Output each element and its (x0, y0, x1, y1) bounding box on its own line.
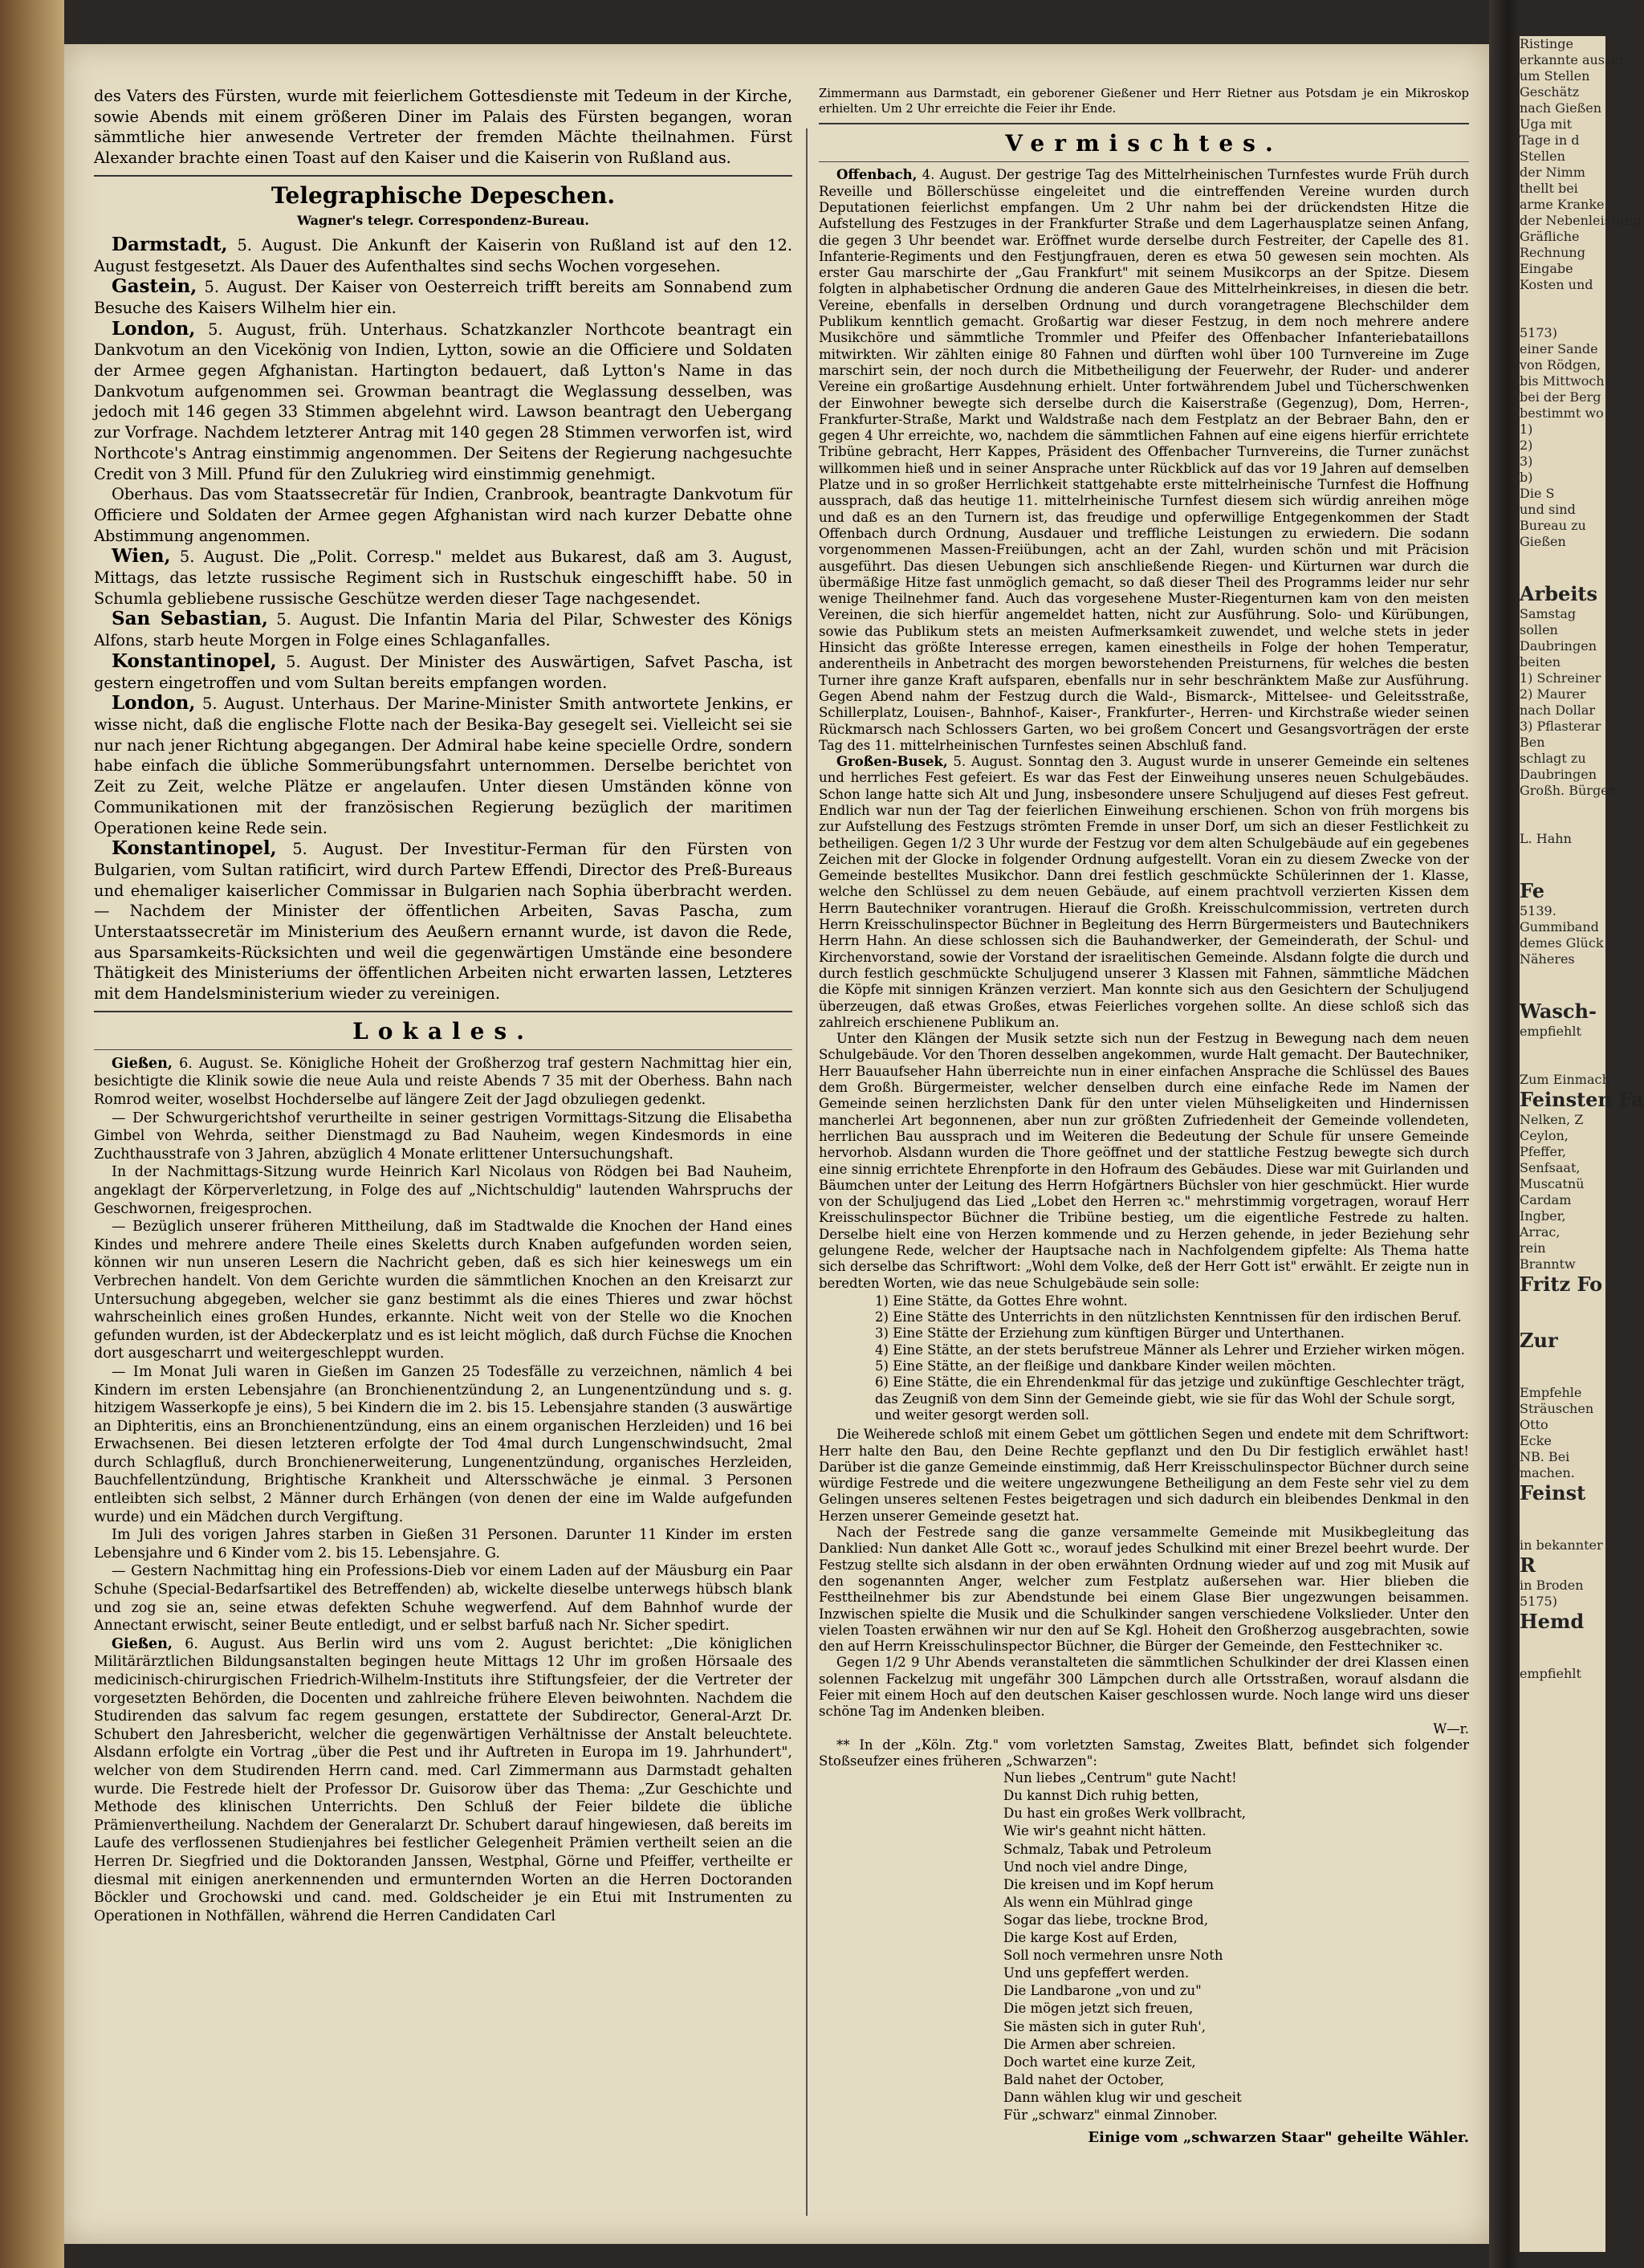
section-rule (819, 161, 1469, 162)
article-continuation (819, 1427, 1469, 1720)
fragment-line: 3) Pflasterar (1520, 719, 1601, 734)
fragment-line: Nelken, Z (1520, 1112, 1584, 1127)
fragment-line: Fe (1520, 879, 1544, 902)
poem-line: Als wenn ein Mühlrad ginge (1003, 1894, 1193, 1910)
koeln-intro: ** In der „Köln. Ztg." vom vorletzten Samstag, Zweites Blatt, befindet sich folgender Stoßseufzer eines früheren „Schwarzen": (819, 1737, 1469, 1769)
local-news-item (94, 1055, 792, 1110)
fragment-line: 5139. (1520, 903, 1557, 918)
article-lead: Konstantinopel, (112, 837, 277, 860)
fragment-line: Ristinge (1520, 36, 1573, 51)
article-text: 5. August. Unterhaus. Der Marine-Minister Smith antwortete Jenkins, er wisse nicht, daß die englische Flotte nach der Besika-Bay gesegelt sei. Vielleicht sei sie nur nach jener Richtung abgegangen. Der Admiral habe keine specielle Ordre, sondern habe einfach die übliche Sommerübungsfahrt unternommen. Derselbe berichtet von Zeit zu Zeit, welche Plätze er angelaufen. Unter diesen Umständen könne von Communikationen mit der französischen Regierung bezüglich der maritimen Operationen keine Rede sein. (94, 694, 792, 837)
fragment-line: Senfsaat, (1520, 1160, 1581, 1175)
fragment-line: Feinst (1520, 1481, 1586, 1505)
article-paragraph (819, 754, 1469, 1031)
fragment-line: empfiehlt (1520, 1666, 1581, 1681)
article-text: 5. August. Sonntag den 3. August wurde in unserer Gemeinde ein seltenes und herrliches Fest gefeiert. Es war das Fest der Einweihung unseres neuen Schulgebäudes. Schon lange hatte sich Alt und Jung, insbesondere unsere Schuljugend auf dieses Fest gefreut. Endlich war nun der Tag der feierlichen Einweihung erschienen. Schon von früh morgens bis zur Aufstellung des Festzugs strömten Fremde in unser Dorf, um sich an dieser Festlichkeit zu betheiligen. Gegen 1/2 3 Uhr wurde der Festzug vor dem alten Schulgebäude auf ein gegebenes Zeichen mit der Glocke in folgender Ordnung aufgestellt. Voran ein zu diesem Zwecke von der Gemeinde bestelltes Musikchor. Dann drei festlich geschmückte Schülerinnen der 1. Klasse, welche den Schlüssel zu dem neuen Gebäude, auf einem prachtvoll verzierten Kissen dem Herrn Bautechniker vorantrugen. Hierauf die Großh. Kreisschulcommission, vertreten durch Herrn Kreisschulinspector Büchner in Begleitung des Herrn Bürgermeisters und Bautechnikers Herrn Hahn. An diese schlossen sich die Bauhandwerker, der Gemeinderath, der Schul- und Kirchenvorstand, sowie der Vorstand der israelitischen Gemeinde. Alsdann folgte die durch und durch festlich geschmückte Schuljugend unserer 3 Klassen mit Fahnen, sämmtliche Mädchen die Köpfe mit sinnigen Kränzen verziert. Man konnte sich aus den Gesichtern der Schuljugend überzeugen, daß etwas Großes, etwas Feierliches vorgehen sollte. An diese schloß sich das zahlreich erschienene Publikum an. (819, 754, 1469, 1030)
poem-line: Bald nahet der October, (1003, 2071, 1165, 2087)
poem-line: Du hast ein großes Werk vollbracht, (1003, 1806, 1247, 1822)
fragment-line: Samstag (1520, 606, 1577, 621)
fragment-line: Rechnung (1520, 245, 1585, 260)
telegram-item (94, 838, 792, 1004)
telegraph-heading: Telegraphische Depeschen. (271, 181, 616, 209)
fragment-line: Wasch- (1520, 1000, 1597, 1023)
poem-line: Und noch viel andre Dinge, (1003, 1859, 1188, 1875)
book-edge (0, 0, 64, 2268)
fragment-line: Bureau zu (1520, 518, 1586, 533)
fragment-line: R (1520, 1553, 1536, 1577)
fragment-line: Gummiband (1520, 919, 1599, 934)
fragment-line: Näheres (1520, 951, 1575, 967)
article-text: 4. August. Der gestrige Tag des Mittelrheinischen Turnfestes wurde Früh durch Reveille und Böllerschüsse eingeleitet und die eintreffenden Vereine wurden durch Deputationen feierlichst empfangen. Um 2 Uhr nahm bei der drückendsten Hitze die Aufstellung des Festzuges in der Frankfurter Straße und dem Lagerhausplatze seinen Anfang, die gegen 3 Uhr beendet war. Eröffnet wurde derselbe durch Festreiter, der Capelle des 81. Infanterie-Regiments und den Festjungfrauen, deren es etwa 50 gewesen sein mochten. Als erster Gau marschirte der „Gau Frankfurt" mit seinem Musikcorps an der Spitze. Diesem folgten in alphabetischer Ordnung die anderen Gaue des Mittelrheinkreises, in diesen die betr. Vereine, ebenfalls in derselben Ordnung und durch vorangetragene Blechschilder dem Publikum kenntlich gemacht. Großartig war dieser Festzug, in dem noch mehrere andere Musikchöre und sämmtliche Trommler und Pfeifer des Offenbacher Infanteriebataillons mitwirkten. Wir zählten einige 80 Fahnen und dürften wohl über 100 Turnvereine im Zuge marschirt sein, der noch durch die Mitbetheiligung der Feuerwehr, der Ruder- und anderer Vereine ein großartige Ausdehnung erhielt. Unter fortwährendem Jubel und Tücherschwenken der Einwohner bewegte sich derselbe durch die Kaiserstraße (Gegenzug), Dom, Herren-, Frankfurter-Straße, Markt und Waldstraße nach dem Festplatz an der Bebraer Bahn, den er gegen 4 Uhr erreichte, wo, nachdem die sämmtlichen Fahnen auf eine eigens hierfür errichtete Tribüne gebracht, Herr Kappes, Präsident des Offenbacher Turnvereins, die Turner zunächst willkommen hieß und in seiner Ansprache unter Rückblick auf das vor 19 Jahren auf demselben Platze und in so großer Herrlichkeit stattgehabte erste mittelrheinische Turnfest die Hoffnung aussprach, daß das heutige 11. mittelrheinische Turnfest diesem sich würdig anreihen möge und daß es an den Turnern ist, das freudige und opferwillige Entgegenkommen der Stadt Offenbach durch Ordnung, Ausdauer und treffliche Leistungen zu erwiedern. Die sodann vorgenommenen Massen-Freiübungen, acht an der Zahl, wurden schön und mit Präcision ausgeführt. Das diesen Uebungen sich anschließende Riegen- und Kürturnen war durch die übermäßige Hitze fast unmöglich gemacht, so daß dieser Theil des Programms leider nur sehr wenige Theilnehmer fand. Auch das vorgesehene Muster-Riegenturnen kam von den meisten Vereinen, die sich hierfür angemeldet hatten, nicht zur Ausführung. Solo- und Kürübungen, sowie das Publikum stets an meisten Aufmerksamkeit zuwendet, und welche stets in jeder Hinsicht das größte Interesse erregen, kamen einestheils in Folge der hohen Temperatur, anderentheils in Anbetracht des morgen beworstehenden Preisturnens, für welches die besten Turner ihre ganze Kraft aufsparen, ebenfalls nur in sehr beschränktem Maße zur Ausführung. Gegen Abend nahm der Festzug durch die Wald-, Bismarck-, Mittelsee- und Geleitsstraße, Schillerplatz, Louisen-, Bahnhof-, Kaiser-, Frankfurter-, Herren- und Kirchstraße wieder seinen Rückmarsch nach Schlossers Garten, wo bei großem Concert und Gesangsvorträgen der erste Tag des 11. mittelrheinischen Turnfestes seinen Abschluß fand. (819, 167, 1469, 753)
article-text: 5. August. Die Ankunft der Kaiserin von Rußland ist auf den 12. August festgesetzt. Als Dauer des Aufenthaltes sind sechs Wochen vorgesehen. (94, 235, 792, 275)
article-text: Oberhaus. Das vom Staatssecretär für Indien, Cranbrook, beantragte Dankvotum für Officiere und Soldaten der Armee gegen Afghanistan wird nach kurzer Debatte ohne Abstimmung angenommen. (94, 485, 792, 545)
fragment-line: arme Kranke (1520, 197, 1605, 212)
article-paragraph (819, 1427, 1469, 1525)
article-text: 6. August. Aus Berlin wird uns vom 2. August berichtet: „Die königlichen Militärärztlichen Bildungsanstalten begingen heute Mittags 12 Uhr im großen Hörsaale des medicinisch-chirurgischen Friedrich-Wilhelm-Instituts ihre Stiftungsfeier, der die Vertreter der vorgesetzten Behörden, die Docenten und zahlreiche frühere Eleven beiwohnten. Nachdem die Studirenden das salvum fac regem gesungen, erstattete der Subdirector, General-Arzt Dr. Schubert den Jahresbericht, welcher die gegenwärtigen Verhältnisse der Anstalt beleuchtete. Alsdann erfolgte ein Vortrag „über die Pest und ihr Auftreten in Europa im 19. Jahrhundert", welcher von dem Studirenden Herrn cand. med. Carl Zimmermann aus Darmstadt gehalten wurde. Die Festrede hielt der Professor Dr. Guisorow über das Thema: „Zur Geschichte und Methode des klinischen Unterrichts. Den Schluß der Feier bildete die übliche Prämienvertheilung. Nachdem der Generalarzt Dr. Schubert darauf hingewiesen, daß bereits im Laufe des verflossenen Studienjahres bei festlicher Gelegenheit Prämien vertheilt seien an die Herren Dr. Siegfried und die Doktoranden Janssen, Westphal, Görne und Pfeiffer, vertheilte er diesmal mit einigen anerkennenden und ermunternden Worten an die Herren Doctoranden Böckler und Grochowski und cand. med. Goldscheider je ein Etui mit Instrumenten zu Operationen in Nothfällen, während die Herren Candidaten Carl (94, 1635, 792, 1924)
local-news-item (94, 1163, 792, 1218)
list-item: 4) Eine Stätte, an der stets berufstreue Männer als Lehrer und Erzieher wirken mögen. (875, 1342, 1465, 1358)
poem-line: Doch wartet eine kurze Zeit, (1003, 2054, 1196, 2070)
fragment-line: Zum Einmach (1520, 1072, 1610, 1087)
article-lead: Darmstadt, (112, 233, 228, 255)
article-lead: Offenbach, (836, 167, 918, 183)
article-text: 5. August. Der Minister des Auswärtigen, Safvet Pascha, ist gestern eingetroffen und vom Sultan bereits empfangen worden. (94, 652, 792, 692)
article-text: 5. August. Die „Polit. Corresp." meldet aus Bukarest, daß am 3. August, Mittags, das letzte russische Regiment sich in Rustschuk eingeschifft habe. 50 in Schumla gebliebene russische Geschütze werden dieser Tage nachgesendet. (94, 548, 792, 608)
poem-line: Sogar das liebe, trockne Brod, (1003, 1912, 1209, 1928)
fragment-line: sollen (1520, 622, 1558, 637)
list-item: 2) Eine Stätte des Unterrichts in den nützlichsten Kenntnissen für den irdischen Beruf. (875, 1309, 1462, 1325)
poem-line: Die Landbarone „von und zu" (1003, 1983, 1202, 1999)
article-text: — Im Monat Juli waren in Gießen im Ganzen 25 Todesfälle zu verzeichnen, nämlich 4 bei Kindern im ersten Lebensjahre (an Bronchienentzündung 2, an Lungenentzündung und s. g. hitzigem Wasserkopfe je eins), 5 bei Kindern die im 2. bis 15. Lebensjahre standen (3 auswärtige an Diphteritis, eins an Bronchienentzündung, eins an einem organischen Herzleiden) und 16 bei Erwachsenen. Bei diesen letzteren erfolgte der Tod 4mal durch Lungenschwindsucht, 2mal durch Schlagfluß, durch Bronchienerweiterung, Lungenentzündung, organisches Herzleiden, Bauchfellentzündung, Brightische Krankheit und Altersschwäche je einmal. 3 Personen entleibten sich selbst, 2 Männer durch Erhängen (von denen der eine im Walde aufgefunden wurde) und ein Mädchen durch Vergiftung. (94, 1363, 792, 1525)
poem-line: Schmalz, Tabak und Petroleum (1003, 1841, 1212, 1857)
poem-line: Die Armen aber schreien. (1003, 2036, 1176, 2052)
article-text: Gegen 1/2 9 Uhr Abends veranstalteten die sämmtlichen Schulkinder der drei Klassen einen solennen Fackelzug mit ungefähr 300 Lämpchen durch alle Ortsstraßen, worauf alsdann die Feier mit einem Hoch auf den deutschen Kaiser geschlossen wurde. Noch lange wird uns dieser schöne Tag im Andenken bleiben. (819, 1655, 1469, 1720)
fragment-line: NB. Bei (1520, 1449, 1570, 1464)
telegram-item (94, 484, 792, 546)
article-text: — Der Schwurgerichtshof verurtheilte in seiner gestrigen Vormittags-Sitzung die Elisabetha Gimbel von Wehrda, seither Dienstmagd zu Bad Nauheim, wegen Kindesmords in eine Zuchthausstrafe von 3 Jahren, abzüglich 4 Monate erlittener Untersuchungshaft. (94, 1110, 792, 1163)
fragment-line: bestimmt wo (1520, 405, 1604, 421)
section-rule (94, 1011, 792, 1012)
poem-line: Die karge Kost auf Erden, (1003, 1930, 1178, 1946)
continuation-paragraph: Zimmermann aus Darmstadt, ein geborener Gießener und Herr Rietner aus Potsdam je ein Mikroskop erhielten. Um 2 Uhr erreichte die Feier ihr Ende. (819, 87, 1469, 116)
list-item: 6) Eine Stätte, die ein Ehrendenkmal für das jetzige und zukünftige Geschlechter trägt, das Zeugniß von dem Sinn der Gemeinde giebt, wie sie für das Wohl der Schule sorgt, und weiter gesorgt werden soll. (875, 1374, 1465, 1423)
fragment-line: einer Sande (1520, 341, 1598, 356)
local-news-item (94, 1110, 792, 1164)
fragment-line: b) (1520, 470, 1533, 485)
column-divider (806, 128, 808, 2216)
fragment-line: der Nimm (1520, 165, 1585, 180)
fragment-line: rein (1520, 1240, 1546, 1256)
poem-line: Nun liebes „Centrum" gute Nacht! (1003, 1770, 1237, 1786)
poem-signoff: Einige vom „schwarzen Staar" geheilte Wähler. (1088, 2129, 1469, 2147)
section-rule (94, 175, 792, 177)
local-news-item (94, 1562, 792, 1635)
fragment-line: 3) (1520, 454, 1533, 469)
fragment-line: der Nebenleistung (1520, 213, 1642, 228)
poem-line: Soll noch vermehren unsre Noth (1003, 1948, 1223, 1964)
list-item: 5) Eine Stätte, an der fleißige und dankbare Kinder weilen möchten. (875, 1358, 1337, 1374)
article-paragraph (819, 1655, 1469, 1720)
fragment-line: Kosten und (1520, 277, 1593, 292)
article-lead: Gastein, (112, 275, 197, 298)
poem-line: Für „schwarz" einmal Zinnober. (1003, 2107, 1218, 2123)
poem (1003, 1769, 1469, 2124)
fragment-line: bis Mittwoch (1520, 373, 1605, 389)
next-page-fragment (1520, 36, 1644, 2252)
article-lead: Gießen, (112, 1635, 173, 1652)
fragment-line: thellt bei (1520, 181, 1578, 196)
telegram-item (94, 234, 792, 276)
article-lead: Großen-Busek, (836, 754, 948, 770)
fragment-line: empfiehlt (1520, 1024, 1581, 1039)
fragment-line: Muscatnü (1520, 1176, 1585, 1191)
section-rule (94, 1049, 792, 1050)
telegram-item (94, 276, 792, 318)
article-text: 5. August. Der Kaiser von Oesterreich trifft bereits am Sonnabend zum Besuche des Kaisers Wilhelm hier ein. (94, 278, 792, 317)
fragment-line: Die S (1520, 486, 1555, 501)
fragment-line: machen. (1520, 1465, 1575, 1480)
article-text: — Bezüglich unserer früheren Mittheilung, daß im Stadtwalde die Knochen der Hand eines Kindes und mehrere andere Theile eines Skeletts durch Knaben aufgefunden worden seien, können wir nun unseren Lesern die Nachricht geben, daß es sich hier keineswegs um ein Verbrechen handelt. Von dem Gerichte wurden die sämmtlichen Knochen an den Kreisarzt zur Untersuchung abgegeben, welcher sie ganz bestimmt als die eines Thieres und zwar höchst wahrscheinlich eines großen Hundes, erkannte. Nicht weit von der Stelle wo die Knochen gefunden wurden, ist der Abdeckerplatz und es ist leicht möglich, daß durch Füchse die Knochen dort ausgescharrt und weitergeschleppt wurden. (94, 1219, 792, 1362)
article-text: 5. August. Die Infantin Maria del Pilar, Schwester des Königs Alfons, starb heute Morgen in Folge eines Schlaganfalles. (94, 610, 792, 650)
article-lead: San Sebastian, (112, 608, 268, 630)
fragment-line: L. Hahn (1520, 831, 1572, 846)
fragment-line: Uga mit (1520, 116, 1573, 132)
fragment-line: Fritz Fo (1520, 1272, 1603, 1296)
fragment-line: 2) (1520, 438, 1533, 453)
local-news-item (94, 1635, 792, 1926)
telegram-item (94, 693, 792, 838)
article-text: Im Juli des vorigen Jahres starben in Gießen 31 Personen. Darunter 11 Kinder im ersten Lebensjahre und 6 Kinder vom 2. bis 15. Lebensjahre. G. (94, 1527, 792, 1562)
fragment-line: Gräfliche (1520, 229, 1580, 244)
fragment-line: nach Dollar (1520, 702, 1596, 718)
intro-paragraph: des Vaters des Fürsten, wurde mit feierlichem Gottesdienste mit Tedeum in der Kirche, sowie Abends mit einem größeren Diner im Palais des Fürsten begangen, woran sämmtliche hier anwesende Vertreter der fremden Mächte theilnahmen. Fürst Alexander brachte einen Toast auf den Kaiser und die Kaiserin von Rußland aus. (94, 87, 792, 168)
article-paragraph (819, 1031, 1469, 1292)
local-news-item (94, 1363, 792, 1526)
list-item: 1) Eine Stätte, da Gottes Ehre wohnt. (875, 1293, 1128, 1309)
fragment-line: Großh. Bürger (1520, 783, 1615, 798)
fragment-line: Hemd (1520, 1610, 1585, 1633)
article-lead: Gießen, (112, 1055, 173, 1072)
article-grossen-busek (819, 754, 1469, 1292)
vermischtes-heading: Vermischtes. (1005, 130, 1283, 157)
poem-line: Die kreisen und im Kopf herum (1003, 1876, 1215, 1892)
article-text: Unter den Klängen der Musik setzte sich nun der Festzug in Bewegung nach dem neuen Schulgebäude. Vor den Thoren desselben angekommen, wurde Halt gemacht. Der Bautechniker, Herr Bauaufseher Hahn überreichte nun in einer einfachen Ansprache die Schlüssel des Baues dem Großh. Bürgermeister, welcher denselben durch eine einfache Rede im Namen der Gemeinde seinen herzlichsten Dank für den unter vielen Mühseligkeiten und Hindernissen mancherlei Art begonnenen, aber nun zur größten Zufriedenheit der Gemeinde vollendeten, herrlichen Bau aussprach und im Weiteren die Bedeutung der Schule für unsere Gemeinde hervorhob. Alsdann wurden die Thore geöffnet und der stattliche Festzug bewegte sich durch eine sinnig errichtete Ehrenpforte in den Hofraum des Gebäudes. Diese war mit Guirlanden und Bäumchen unter der Leitung des Herrn Hofgärtners Büchsler von hier geschmückt. Hier wurde von der Schuljugend das Lied „Lobet den Herren ꝛc." mehrstimmig vorgetragen, worauf Herr Kreisschulinspector Büchner die Tribüne bestieg, um die eigentliche Festrede zu halten. Derselbe hielt eine von Herzen kommende und zu Herzen gehende, in jeder Beziehung sehr gelungene Rede, welcher der Hauptsache nach in Nachfolgendem gipfelte: Als Thema hatte sich derselbe das Schriftwort: „Wohl dem Volke, deß der Herr Gott ist" erwählt. Er zeigte nun in beredten Worten, wie das neue Schulgebäude sein solle: (819, 1031, 1469, 1291)
fragment-line: Stellen (1520, 149, 1565, 164)
poem-line: Wie wir's geahnt nicht hätten. (1003, 1823, 1207, 1839)
article-lead: Wien, (112, 545, 171, 568)
poem-line: Sie mästen sich in guter Ruh', (1003, 2018, 1206, 2034)
fragment-line: Daubringen (1520, 767, 1597, 782)
telegram-item (94, 651, 792, 693)
fragment-line: demes Glück (1520, 935, 1604, 951)
article-text: Nach der Festrede sang die ganze versammelte Gemeinde mit Musikbegleitung das Danklied: Nun danket Alle Gott ꝛc., worauf jedes Schulkind mit einer Brezel beehrt wurde. Der Festzug stellte sich alsdann in der oben erwähnten Ordnung wieder auf und zog mit Musik auf den sogenannten Anger, welcher zum Festplatz außersehen war. Hier blieben die Festtheilnehmer bis zur Abendstunde bei einem Glase Bier ungezwungen beisammen. Inzwischen spielte die Musik und die Schulkinder sangen verschiedene Volkslieder. Unter den vielen Toasten erwähnen wir nur den auf Se Kgl. Hoheit den Großherzog ausgebrachten, sowie den auf Herrn Kreisschulinspector Büchner, die Bürger der Gemeinde, den Festtechniker ꝛc. (819, 1525, 1469, 1655)
article-text: 5. August, früh. Unterhaus. Schatzkanzler Northcote beantragt ein Dankvotum an den Vicekönig von Indien, Lytton, sowie an die Officiere und Soldaten der Armee gegen Afghanistan. Hartington bedauert, daß Lytton's Name in das Dankvotum aufgenommen sei. Growman beantragt die Weglassung desselben, was jedoch mit 146 gegen 33 Stimmen abgelehnt wird. Lawson beantragt den Uebergang zur Vorfrage. Nachdem letzterer Antrag mit 140 gegen 28 Stimmen verworfen ist, wird Northcote's Antrag einstimmig angenommen. Der Seitens der Regierung nachgesuchte Credit von 3 Mill. Pfund für den Zulukrieg wird einstimmig genehmigt. (94, 320, 792, 483)
fragment-line: in Broden (1520, 1578, 1584, 1593)
local-news-item (94, 1218, 792, 1363)
telegram-item (94, 546, 792, 609)
fragment-line: Daubringen (1520, 638, 1597, 654)
fragment-line: Tage in d (1520, 132, 1580, 148)
article-text: — Gestern Nachmittag hing ein Professions-Dieb vor einem Laden auf der Mäusburg ein Paar Schuhe (Special-Bedarfsartikel des Betreffenden) ab, wickelte dieselbe unterwegs hübsch blank und zog sie an, seine etwas defekten Schuhe wegwerfend. Auf dem Bahnhof wurde der Annectant erwischt, seiner Beute entledigt, und er selbst barfuß nach Nr. Sicher spedirt. (94, 1563, 792, 1635)
telegram-list (94, 234, 792, 1004)
fragment-line: 2) Maurer (1520, 686, 1586, 702)
fragment-line: Zur (1520, 1329, 1558, 1352)
fragment-line: Gießen (1520, 534, 1566, 549)
fragment-line: nach Gießen (1520, 100, 1602, 116)
fragment-line: um Stellen (1520, 68, 1590, 83)
fragment-line: in bekannter (1520, 1537, 1603, 1553)
poem-line: Dann wählen klug wir und gescheit (1003, 2089, 1242, 2105)
telegram-item (94, 609, 792, 650)
fragment-line: Branntw (1520, 1256, 1576, 1272)
article-text: In der Nachmittags-Sitzung wurde Heinrich Karl Nicolaus von Rödgen bei Bad Nauheim, angeklagt der Körperverletzung, in Folge des auf „Nichtschuldig" lautenden Wahrspruchs der Geschwornen, freigesprochen. (94, 1164, 792, 1217)
fragment-line: 5175) (1520, 1594, 1557, 1609)
article-lead: Konstantinopel, (112, 649, 277, 672)
lokales-heading: Lokales. (352, 1017, 534, 1044)
list-item: 3) Eine Stätte der Erziehung zum künftigen Bürger und Unterthanen. (875, 1325, 1345, 1342)
fragment-line: Pfeffer, (1520, 1144, 1566, 1159)
fragment-line: Ceylon, (1520, 1128, 1569, 1143)
fragment-line: Ecke (1520, 1433, 1552, 1448)
fragment-line: beiten (1520, 654, 1561, 670)
lokales-list (94, 1055, 792, 1926)
fragment-line: Eingabe (1520, 261, 1573, 276)
fragment-line: Arbeits (1520, 582, 1598, 605)
fragment-line: Feinsten Fa (1520, 1088, 1644, 1111)
page-gutter (1489, 0, 1520, 2268)
poem-line: Die mögen jetzt sich freuen, (1003, 2001, 1194, 2017)
section-rule (819, 123, 1469, 124)
fragment-line: Arrac, (1520, 1224, 1561, 1240)
numbered-list (875, 1293, 1469, 1423)
article-text: 6. August. Se. Königliche Hoheit der Großherzog traf gestern Nachmittag hier ein, besichtigte die Klinik sowie die neue Aula und reiste Abends 7 35 mit der Oberhess. Bahn nach Romrod weiter, woselbst Hochderselbe auf längere Zeit der Jagd obzuliegen gedenkt. (94, 1055, 792, 1109)
column-right (819, 86, 1469, 2148)
fragment-line: Otto (1520, 1417, 1548, 1432)
signature: W—r. (1433, 1720, 1469, 1737)
telegram-item (94, 319, 792, 485)
fragment-line: erkannte ausser (1520, 52, 1626, 67)
fragment-line: Ingber, (1520, 1208, 1566, 1224)
fragment-line: Empfehle (1520, 1385, 1582, 1400)
article-offenbach (819, 167, 1469, 754)
fragment-line: Geschätz (1520, 84, 1580, 100)
column-left (94, 86, 792, 1925)
telegraph-subheading: Wagner's telegr. Correspondenz-Bureau. (297, 212, 589, 228)
article-text: 5. August. Der Investitur-Ferman für den Fürsten von Bulgarien, vom Sultan ratificirt, wird durch Partew Effendi, Director des Preß-Bureaus und ehemaliger kaiserlicher Commissar in Bulgarien nach Sophia überbracht werden. — Nachdem der Minister der öffentlichen Arbeiten, Savas Pascha, zum Unterstaatssecretär im Ministerium des Aeußern ernannt wurde, ist davon die Rede, aus Sparsamkeits-Rücksichten und weil die gegenwärtigen Umstände eine besondere Thätigkeit des Ministeriums der öffentlichen Arbeiten nicht erwarten lassen, Letzteres mit dem Handelsministerium wieder zu vereinigen. (94, 840, 792, 1004)
fragment-line: und sind (1520, 502, 1576, 517)
fragment-line: 5173) (1520, 325, 1557, 340)
article-lead: London, (112, 692, 196, 715)
fragment-line: 1) Schreiner (1520, 670, 1601, 686)
fragment-line: schlagt zu (1520, 751, 1586, 766)
article-paragraph (819, 1525, 1469, 1655)
poem-line: Du kannst Dich ruhig betten, (1003, 1788, 1199, 1804)
article-text: Die Weiherede schloß mit einem Gebet um göttlichen Segen und endete mit dem Schriftwort: Herr halte den Bau, den Deine Rechte gepflanzt und den Du Dir festiglich erwählet hast! Darüber ist die ganze Gemeinde einstimmig, daß Herr Kreisschulinspector Büchner durch seine würdige Festrede und die weitere ungezwungene Betheiligung an dem Feste sehr viel zu dem Gelingen unseres seltenen Festes beigetragen und sich dadurch ein bleibendes Denkmal in den Herzen unserer Gemeinde gesetzt hat. (819, 1427, 1469, 1524)
local-news-item (94, 1526, 792, 1562)
fragment-line: 1) (1520, 421, 1533, 437)
poem-line: Und uns gepfeffert werden. (1003, 1965, 1190, 1981)
fragment-line: von Rödgen, (1520, 357, 1601, 373)
article-lead: London, (112, 317, 196, 340)
fragment-line: bei der Berg (1520, 389, 1601, 405)
fragment-line: Cardam (1520, 1192, 1572, 1207)
fragment-line: Sträuschen (1520, 1401, 1594, 1416)
fragment-line: Ben (1520, 735, 1545, 750)
